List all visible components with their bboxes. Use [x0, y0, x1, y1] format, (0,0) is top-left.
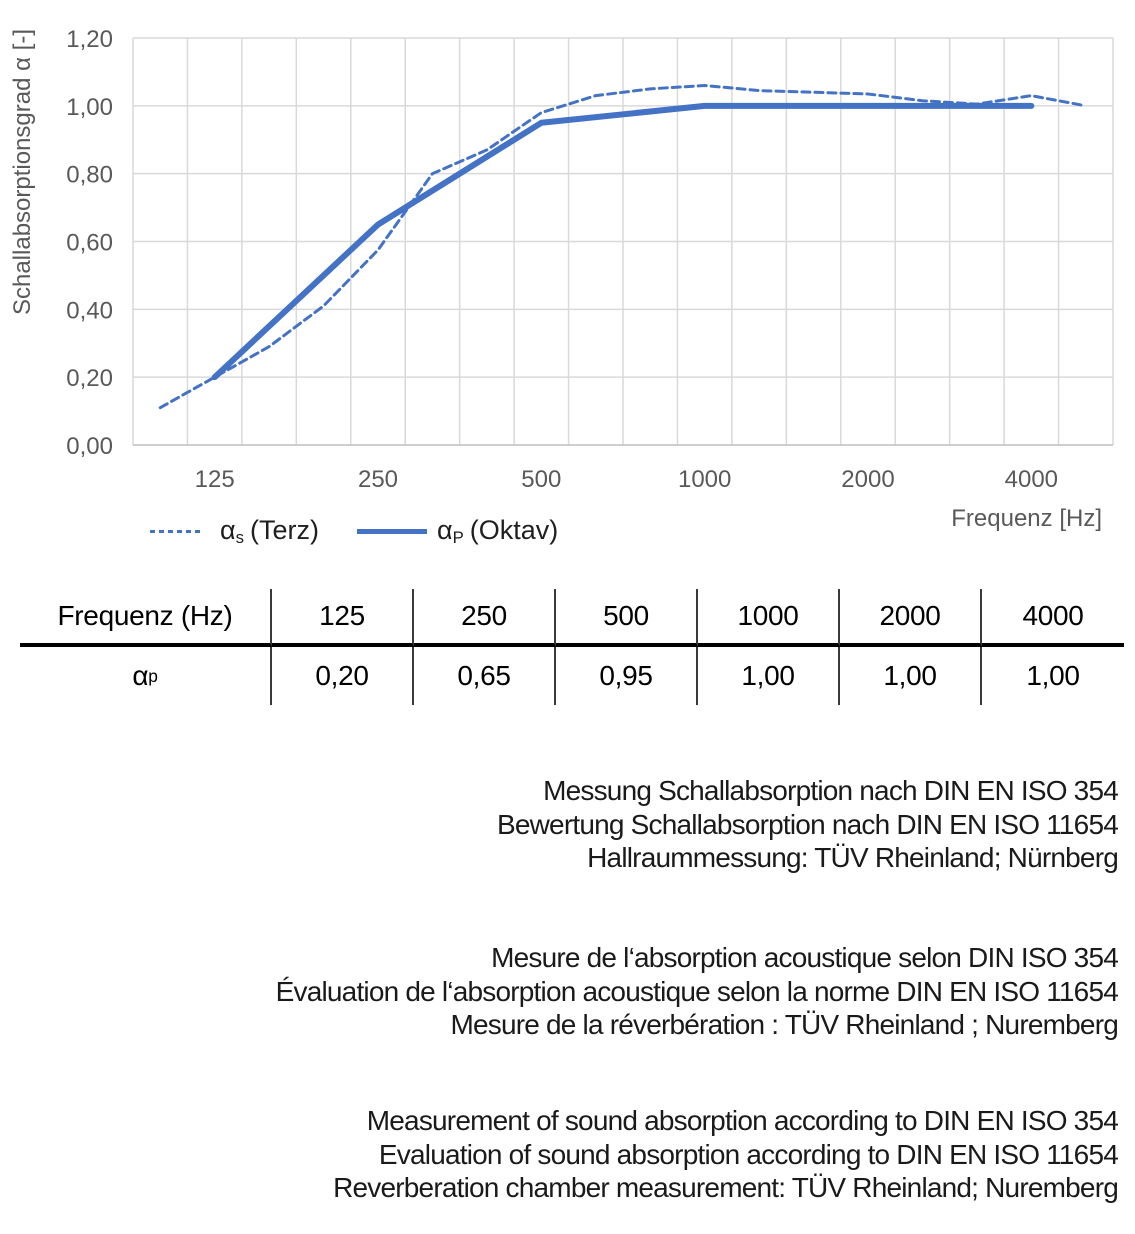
table-header-cell: 500 — [556, 589, 698, 647]
table-value-cell: 1,00 — [840, 647, 982, 705]
note-block-french — [276, 941, 1118, 1042]
note-line: Évaluation de l‘absorption acoustique selon la norme DIN EN ISO 11654 — [275, 975, 1118, 1007]
table-value-cell: 0,95 — [556, 647, 698, 705]
legend-dashed-line-sample — [150, 530, 200, 533]
note-block-english — [333, 1104, 1118, 1205]
note-line: Reverberation chamber measurement: TÜV Rheinland; Nuremberg — [333, 1172, 1118, 1203]
x-tick-label: 500 — [521, 466, 562, 493]
note-block-german — [497, 774, 1118, 875]
y-tick-label: 0,40 — [66, 297, 113, 325]
table-header-cell: 4000 — [982, 589, 1124, 647]
absorption-table — [20, 589, 1124, 705]
absorption-chart — [0, 0, 1135, 560]
chart-legend — [150, 515, 558, 548]
y-tick-label: 1,00 — [66, 93, 113, 121]
y-tick-label: 0,80 — [66, 161, 113, 189]
x-tick-label: 250 — [357, 466, 399, 493]
table-header-cell: 1000 — [698, 589, 840, 647]
note-line: Measurement of sound absorption according to DIN EN ISO 354 — [366, 1105, 1118, 1136]
table-value-cell: 0,65 — [414, 647, 556, 705]
note-line: Mesure de l‘absorption acoustique selon DIN ISO 354 — [491, 942, 1118, 973]
x-axis-title: Frequenz [Hz] — [951, 505, 1102, 532]
note-line: Hallraummessung: TÜV Rheinland; Nürnberg — [587, 842, 1118, 873]
note-line: Mesure de la réverbération : TÜV Rheinland ; Nuremberg — [450, 1009, 1118, 1040]
table-header-cell: 125 — [272, 589, 414, 647]
x-tick-label: 1000 — [677, 466, 732, 493]
table-value-cell: 1,00 — [698, 647, 840, 705]
table-header-cell: 250 — [414, 589, 556, 647]
note-line: Bewertung Schallabsorption nach DIN EN ISO 11654 — [496, 808, 1118, 840]
note-line: Evaluation of sound absorption according to DIN EN ISO 11654 — [378, 1138, 1118, 1170]
y-axis-title: Schallabsorptionsgrad α [-] — [9, 28, 36, 316]
legend-solid-line-sample — [357, 529, 427, 534]
table-header-cell: 2000 — [840, 589, 982, 647]
table-row-label-alpha-p: α p — [20, 647, 272, 705]
y-tick-label: 1,20 — [66, 26, 113, 53]
note-line: Messung Schallabsorption nach DIN EN ISO 354 — [543, 775, 1118, 806]
table-header-cell: Frequenz (Hz) — [20, 589, 272, 647]
y-tick-label: 0,00 — [66, 433, 113, 460]
y-tick-label: 0,20 — [66, 365, 113, 393]
y-tick-label: 0,60 — [66, 229, 113, 257]
legend-label-terz: $\alpha_s$ (Terz) — [220, 515, 319, 548]
table-value-cell: 0,20 — [272, 647, 414, 705]
legend-label-oktav: $\alpha_P$ (Oktav) — [436, 515, 559, 548]
x-tick-label: 2000 — [841, 466, 895, 493]
table-value-cell: 1,00 — [1026, 660, 1080, 691]
x-tick-label: 4000 — [1004, 466, 1059, 493]
x-tick-label: 125 — [194, 466, 235, 493]
